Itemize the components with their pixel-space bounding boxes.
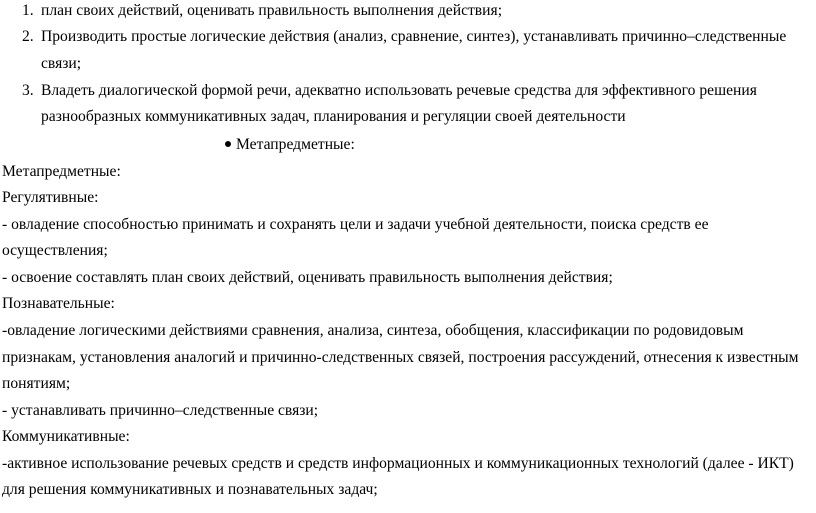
section-heading: Регулятивные: — [2, 189, 99, 206]
body-text-line: признакам, установления аналогий и причинно-следственных связей, построения рассуждений, отнесения к известным — [2, 349, 799, 366]
body-text-line: понятиям; — [2, 375, 71, 392]
list-item-text: Производить простые логические действия (анализ, сравнение, синтез), устанавливать причинно–следственные — [41, 28, 787, 45]
list-item-text: связи; — [41, 55, 82, 72]
section-heading: Метапредметные: — [2, 163, 121, 180]
list-item-text: Владеть диалогической формой речи, адекватно использовать речевые средства для эффективного решения — [41, 82, 757, 99]
body-text-line: -овладение логическими действиями сравнения, анализа, синтеза, обобщения, классификации по родовидовым — [2, 322, 744, 339]
body-text-line: - устанавливать причинно–следственные связи; — [2, 402, 319, 419]
list-number: 2. — [22, 28, 34, 45]
bullet-heading-text: Метапредметные: — [236, 136, 355, 153]
body-text-line: - овладение способностью принимать и сохранять цели и задачи учебной деятельности, поиска средств ее — [2, 216, 709, 233]
bullet-heading — [225, 135, 355, 155]
body-text-line: для решения коммуникативных и познавательных задач; — [2, 481, 378, 498]
body-text-line: - освоение составлять план своих действий, оценивать правильность выполнения действия; — [2, 269, 613, 286]
section-heading: Коммуникативные: — [2, 428, 130, 445]
section-heading: Познавательные: — [2, 295, 115, 312]
list-number: 1. — [22, 2, 34, 19]
bullet-icon — [225, 141, 231, 147]
body-text-line: -активное использование речевых средств и средств информационных и коммуникационных технологий (далее - ИКТ) — [2, 455, 794, 472]
list-item-text: план своих действий, оценивать правильность выполнения действия; — [41, 2, 503, 19]
body-text-line: осуществления; — [2, 242, 108, 259]
list-item-text: разнообразных коммуникативных задач, планирования и регуляции своей деятельности — [41, 108, 626, 125]
list-number: 3. — [22, 82, 34, 99]
